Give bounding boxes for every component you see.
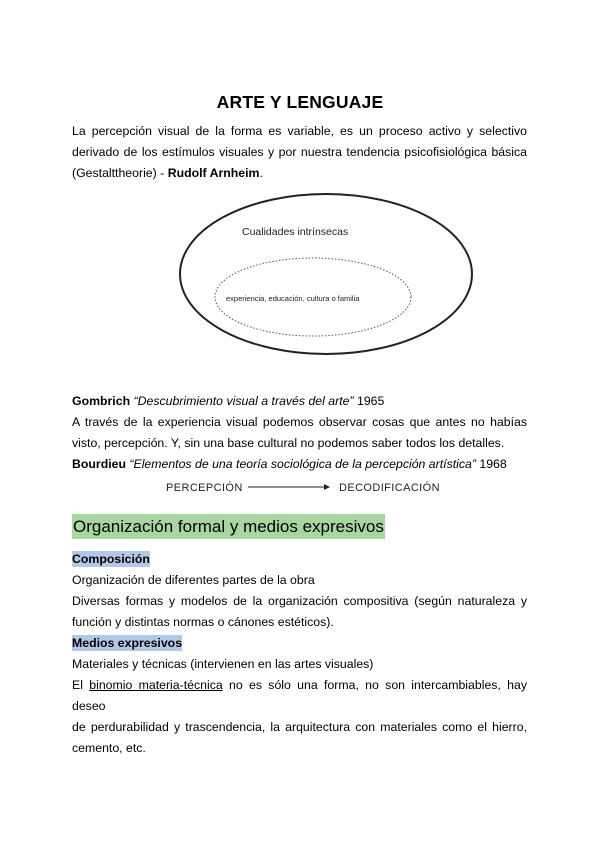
gombrich-line-2: visto, percepción. Y, sin una base cultural no podemos saber todos los detalles. [72, 436, 505, 450]
author-gombrich: Gombrich [72, 394, 131, 408]
intro-line-3-text: (Gestalttheorie) - [72, 166, 168, 180]
composicion-line-3: función y distintas normas o cánones estéticos). [72, 615, 334, 629]
flow-arrow-head-icon [324, 484, 330, 490]
author-bourdieu: Bourdieu [72, 457, 126, 471]
bourdieu-year: 1968 [475, 457, 507, 471]
composicion-line-2: Diversas formas y modelos de la organización compositiva (según naturaleza y [72, 594, 527, 608]
composicion-heading: Composición [72, 552, 150, 566]
page-title: ARTE Y LENGUAJE [216, 92, 384, 112]
gombrich-paragraph [72, 391, 527, 475]
medios-line-4: cemento, etc. [72, 741, 146, 755]
medios-line-2 [72, 675, 527, 717]
binomio-term: binomio materia-técnica [89, 678, 223, 692]
intro-paragraph [72, 121, 527, 184]
outer-label: Cualidades intrínsecas [242, 226, 349, 238]
bourdieu-work: “Elementos de una teoría sociológica de la percepción artística” [129, 457, 476, 471]
perception-diagram [176, 190, 476, 358]
section-heading: Organización formal y medios expresivos [72, 514, 385, 539]
intro-line-3 [72, 163, 527, 184]
medios-line-2-rest: no es sólo una forma, no son intercambiables, hay deseo [72, 678, 527, 713]
gombrich-year: 1965 [353, 394, 385, 408]
gombrich-reference [72, 391, 527, 412]
author-arnheim: Rudolf Arnheim [167, 166, 260, 180]
flow-to-label: DECODIFICACIÓN [339, 482, 440, 494]
outer-ellipse [180, 194, 472, 354]
medios-heading-line [72, 633, 527, 654]
gombrich-work: “Descubrimiento visual a través del arte” [133, 394, 354, 408]
medios-line-3: de perdurabilidad y trascendencia, la arquitectura con materiales como el hierro, [72, 720, 527, 734]
composicion-line-1: Organización de diferentes partes de la obra [72, 573, 315, 587]
flow-from-label: PERCEPCIÓN [166, 482, 243, 494]
medios-line-2-start: El [72, 678, 90, 692]
gombrich-line-1: A través de la experiencia visual podemos observar cosas que antes no habías [72, 415, 527, 429]
medios-heading: Medios expresivos [72, 636, 183, 650]
composicion-heading-line [72, 549, 527, 570]
composicion-block [72, 549, 527, 759]
intro-line-1: La percepción visual de la forma es variable, es un proceso activo y selectivo [72, 124, 527, 138]
perception-flow [166, 476, 446, 498]
bourdieu-reference [72, 454, 527, 475]
intro-line-3-end: . [259, 166, 263, 180]
inner-label: experiencia, educación, cultura o familia [226, 294, 360, 303]
intro-line-2: derivado de los estímulos visuales y por nuestra tendencia psicofisiológica básica [72, 145, 527, 159]
medios-line-1: Materiales y técnicas (intervienen en las artes visuales) [72, 657, 374, 671]
